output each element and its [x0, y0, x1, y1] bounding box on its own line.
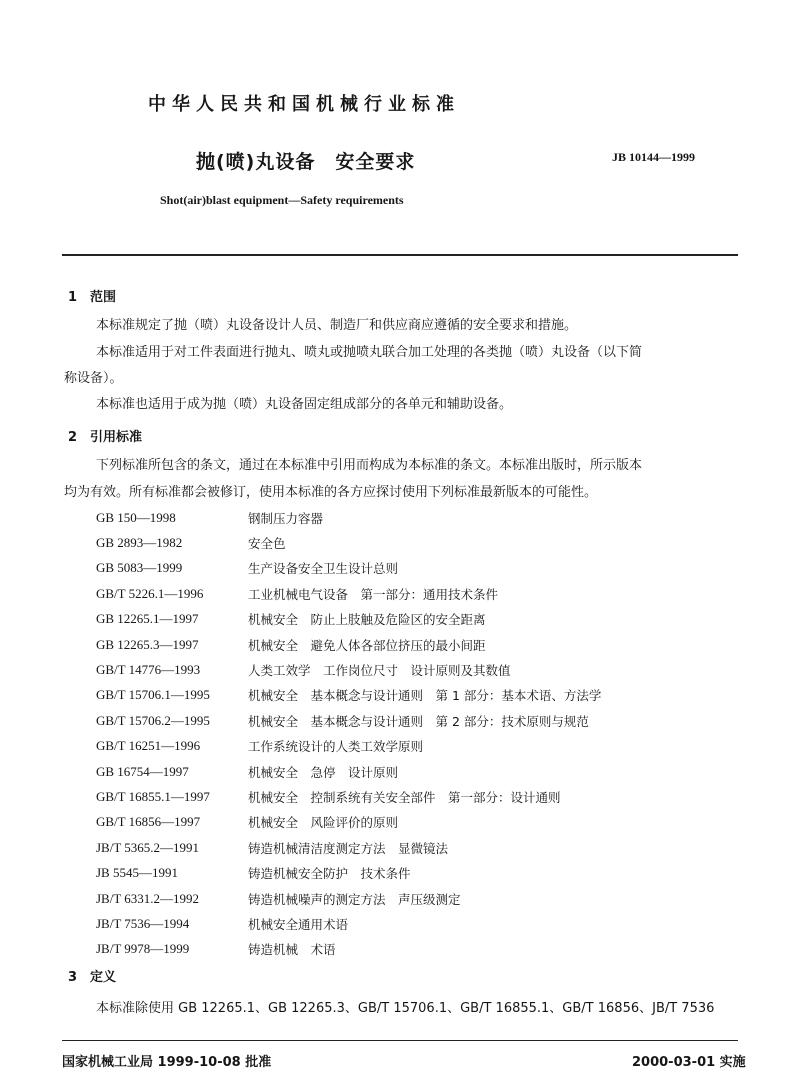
standard-code: JB 10144—1999 — [612, 150, 696, 164]
section-2-intro-line-1: 下列标准所包含的条文，通过在本标准中引用而构成为本标准的条文。本标准出版时，所示版本 — [96, 458, 643, 473]
section-title: 引用标准 — [90, 430, 143, 445]
reference-code: GB/T 15706.1—1995 — [96, 687, 210, 703]
reference-title: 机械安全 防止上肢触及危险区的安全距离 — [248, 612, 486, 628]
section-1-paragraph-2-line-1: 本标准适用于对工件表面进行抛丸、喷丸或抛喷丸联合加工处理的各类抛（喷）丸设备（以下简 — [96, 345, 643, 360]
section-3-paragraph-1: 本标准除使用 GB 12265.1、GB 12265.3、GB/T 15706.1、GB/T 16855.1、GB/T 16856、JB/T 7536 — [96, 1001, 715, 1016]
reference-title: 机械安全 基本概念与设计通则 第 2 部分：技术原则与规范 — [248, 713, 589, 729]
reference-row — [96, 657, 736, 682]
reference-row — [96, 505, 736, 530]
section-title: 定义 — [90, 970, 117, 985]
reference-row — [96, 607, 736, 632]
implementation-date: 2000-03-01 实施 — [632, 1055, 746, 1070]
reference-row — [96, 860, 736, 885]
reference-row — [96, 937, 736, 962]
reference-title: 工作系统设计的人类工效学原则 — [248, 739, 424, 755]
english-title: Shot(air)blast equipment—Safety requirements — [160, 193, 404, 207]
section-1-paragraph-3: 本标准也适用于成为抛（喷）丸设备固定组成部分的各单元和辅助设备。 — [96, 397, 513, 412]
reference-code: GB/T 15706.2—1995 — [96, 712, 210, 728]
footer-divider — [62, 1040, 738, 1041]
reference-row — [96, 556, 736, 581]
reference-code: GB/T 16856—1997 — [96, 814, 201, 830]
reference-title: 生产设备安全卫生设计总则 — [248, 561, 399, 577]
reference-row — [96, 632, 736, 657]
reference-code: GB 150—1998 — [96, 509, 176, 525]
reference-title: 铸造机械安全防护 技术条件 — [248, 866, 411, 882]
reference-code: JB 5545—1991 — [96, 865, 178, 881]
reference-code: JB/T 5365.2—1991 — [96, 839, 200, 855]
reference-code: JB/T 7536—1994 — [96, 915, 190, 931]
reference-code: GB 2893—1982 — [96, 535, 183, 551]
header-divider — [62, 254, 738, 256]
reference-title: 机械安全 基本概念与设计通则 第 1 部分：基本术语、方法学 — [248, 688, 602, 704]
reference-title: 机械安全通用术语 — [248, 916, 349, 932]
reference-title: 安全色 — [248, 536, 286, 552]
reference-code: JB/T 9978—1999 — [96, 941, 190, 957]
section-number: 3 — [68, 970, 78, 985]
reference-code: JB/T 6331.2—1992 — [96, 890, 200, 906]
reference-title: 机械安全 急停 设计原则 — [248, 764, 399, 780]
reference-code: GB 16754—1997 — [96, 763, 189, 779]
reference-title: 机械安全 控制系统有关安全部件 第一部分：设计通则 — [248, 789, 561, 805]
reference-row — [96, 759, 736, 784]
reference-row — [96, 784, 736, 809]
reference-row — [96, 530, 736, 555]
reference-title: 机械安全 避免人体各部位挤压的最小间距 — [248, 637, 486, 653]
section-3-heading — [68, 966, 116, 985]
reference-list — [96, 505, 736, 962]
section-2-heading — [68, 426, 142, 445]
reference-code: GB/T 14776—1993 — [96, 662, 201, 678]
reference-row — [96, 734, 736, 759]
standard-type-heading: 中华人民共和国机械行业标准 — [148, 94, 460, 115]
reference-code: GB 12265.3—1997 — [96, 636, 199, 652]
reference-row — [96, 810, 736, 835]
section-2-intro-line-2: 均为有效。所有标准都会被修订，使用本标准的各方应探讨使用下列标准最新版本的可能性。 — [64, 485, 598, 500]
section-1-paragraph-2-line-2: 称设备）。 — [64, 371, 123, 386]
reference-code: GB/T 16251—1996 — [96, 738, 201, 754]
section-1-paragraph-1: 本标准规定了抛（喷）丸设备设计人员、制造厂和供应商应遵循的安全要求和措施。 — [96, 318, 578, 333]
reference-code: GB 5083—1999 — [96, 560, 183, 576]
reference-title: 钢制压力容器 — [248, 510, 324, 526]
reference-code: GB/T 5226.1—1996 — [96, 585, 204, 601]
reference-title: 铸造机械清洁度测定方法 显微镜法 — [248, 840, 449, 856]
reference-title: 铸造机械噪声的测定方法 声压级测定 — [248, 891, 461, 907]
reference-code: GB 12265.1—1997 — [96, 611, 199, 627]
reference-title: 机械安全 风险评价的原则 — [248, 815, 399, 831]
reference-title: 人类工效学 工作岗位尺寸 设计原则及其数值 — [248, 663, 511, 679]
reference-row — [96, 835, 736, 860]
reference-row — [96, 683, 736, 708]
section-title: 范围 — [90, 290, 117, 305]
approval-line: 国家机械工业局 1999-10-08 批准 — [62, 1055, 272, 1070]
reference-row — [96, 911, 736, 936]
reference-code: GB/T 16855.1—1997 — [96, 788, 210, 804]
section-1-heading — [68, 286, 116, 305]
reference-row — [96, 708, 736, 733]
reference-row — [96, 581, 736, 606]
document-title: 抛(喷)丸设备 安全要求 — [196, 151, 416, 173]
reference-row — [96, 886, 736, 911]
section-number: 1 — [68, 290, 78, 305]
reference-title: 工业机械电气设备 第一部分：通用技术条件 — [248, 586, 499, 602]
section-number: 2 — [68, 430, 78, 445]
reference-title: 铸造机械 术语 — [248, 942, 336, 958]
